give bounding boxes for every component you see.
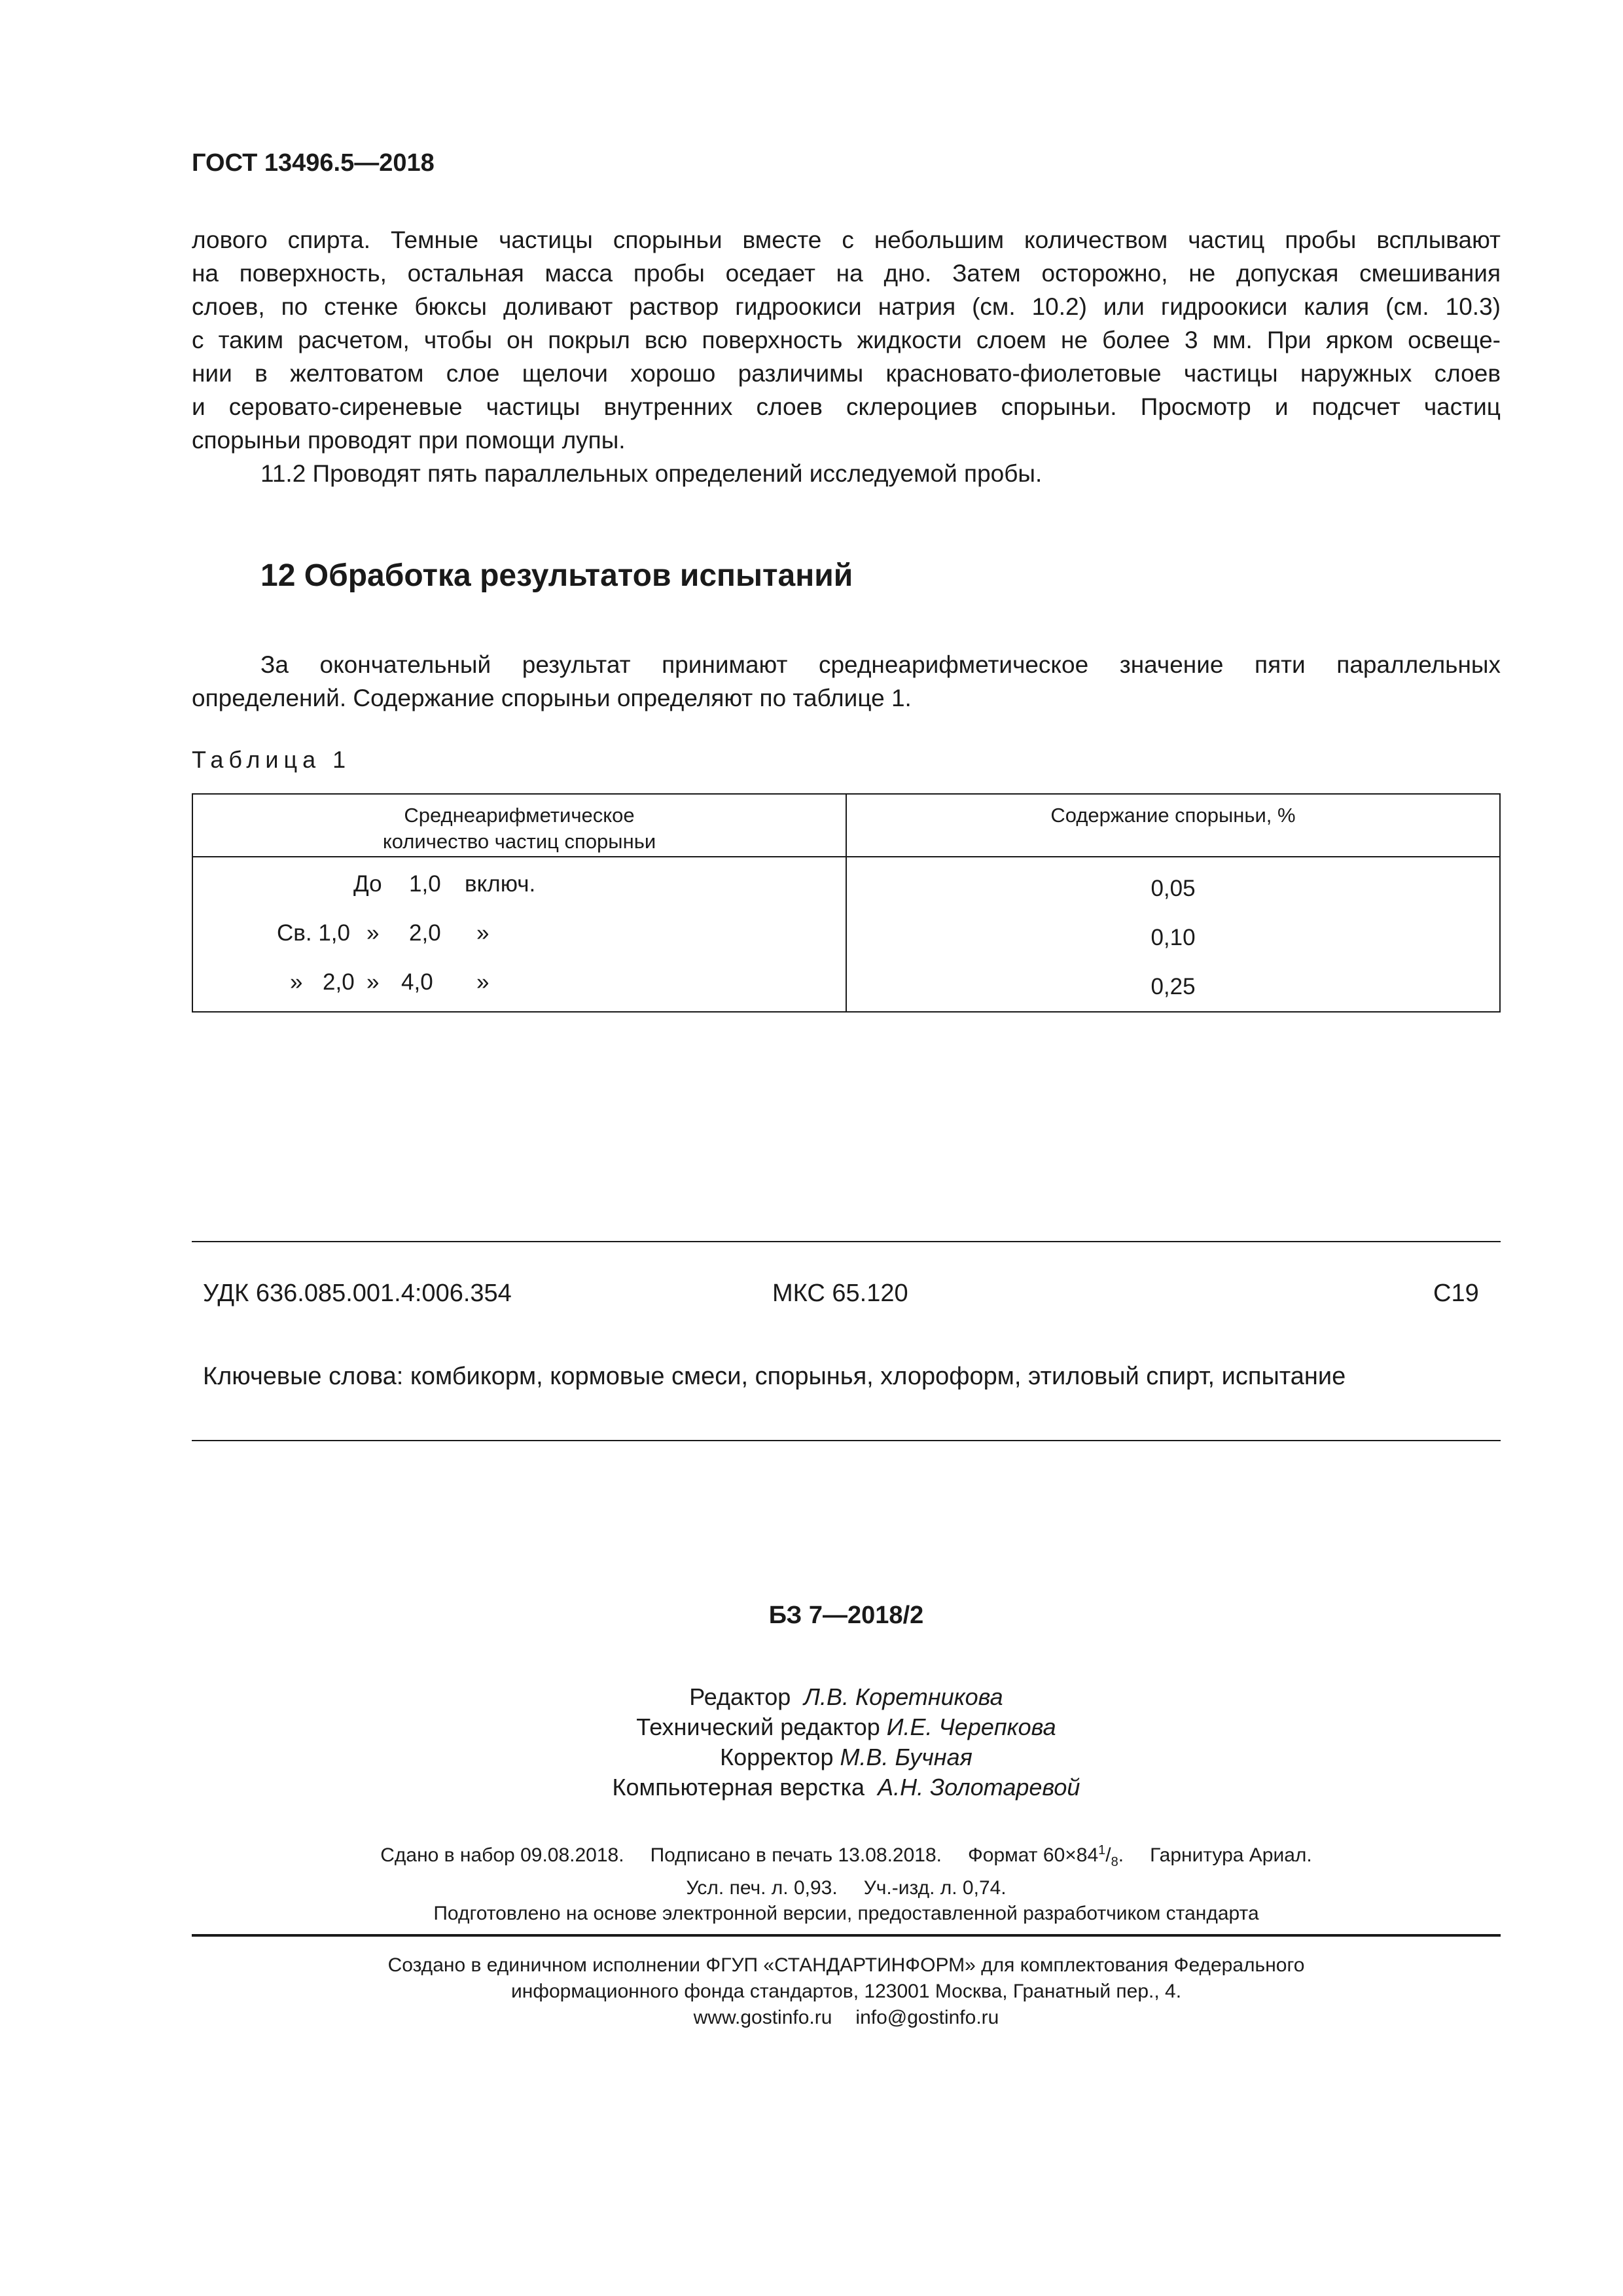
table-row [192,913,1500,962]
document-header: ГОСТ 13496.5—2018 [192,149,435,177]
paragraph-line: лового спирта. Темные частицы спорыньи вместе с небольшим количеством частиц пробы всплывают [192,226,1501,253]
range-cell [192,913,846,962]
range-suffix: » [476,969,490,995]
paragraph-line: нии в желтоватом слое щелочи хорошо различимы красновато-фиолетовые частицы наружных слоев [192,360,1501,387]
value-cell: 0,10 [846,913,1500,962]
email-link[interactable]: info@gostinfo.ru [855,2007,999,2028]
tech-editor-line [192,1712,1501,1742]
range-cell [192,962,846,1012]
font-info: Гарнитура Ариал. [1150,1844,1312,1866]
table-header-content: Содержание спорыньи, % [846,794,1500,857]
editor-name: Л.В. Коретникова [804,1683,1003,1710]
udk-code: УДК 636.085.001.4:006.354 [203,1280,512,1307]
format-info: Формат $60\times 84^1/_8$. [967,1843,1124,1869]
layout-label: Компьютерная верстка [612,1774,865,1801]
item-11-2: 11.2 Проводят пять параллельных определений исследуемой пробы. [260,460,1043,487]
range-prefix: » [290,969,303,995]
editor-line [192,1682,1501,1712]
signed-date: Подписано в печать 13.08.2018. [650,1844,942,1866]
range-mid: 2,0 [409,920,441,946]
divider [192,1440,1501,1441]
paragraph-line: и серовато-сиреневые частицы внутренних слоев склероциев спорыньи. Просмотр и подсчет частиц [192,393,1501,420]
paragraph-line: слоев, по стенке бюксы доливают раствор гидроокиси натрия (см. 10.2) или гидроокиси калия (см. 10.3) [192,293,1501,320]
keywords: Ключевые слова: комбикорм, кормовые смеси, спорынья, хлороформ, этиловый спирт, испытание [203,1363,1346,1390]
layout-name: А.Н. Золотаревой [878,1774,1080,1801]
paragraph-line: спорыньи проводят при помощи лупы. [192,427,626,454]
range-from: 2,0 [323,969,355,995]
classifier-code: С19 [1433,1280,1479,1307]
paragraph-line: определений. Содержание спорыньи определяют по таблице 1. [192,685,912,711]
contact-line [192,2005,1501,2031]
section-12-title: 12 Обработка результатов испытаний [260,558,853,593]
tech-editor-name: И.Е. Черепкова [886,1713,1056,1740]
mks-code: МКС 65.120 [772,1280,908,1307]
divider [192,1241,1501,1242]
publication-info [192,1838,1501,1926]
corrector-label: Корректор [720,1744,834,1770]
bz-number: БЗ 7—2018/2 [768,1602,924,1629]
prepared-note: Подготовлено на основе электронной версии, предоставленной разработчиком стандарта [433,1903,1259,1924]
divider-thick [192,1934,1501,1937]
created-line: информационного фонда стандартов, 123001 Москва, Гранатный пер., 4. [510,1981,1182,2002]
tech-editor-label: Технический редактор [636,1713,880,1740]
corrector-line [192,1742,1501,1772]
layout-line [192,1772,1501,1803]
range-from: 1,0 [409,871,441,897]
section-12-text [192,648,1501,715]
table-header-count [192,794,846,857]
credits-block [192,1682,1501,1803]
editor-label: Редактор [689,1683,791,1710]
paragraph-line: За окончательный результат принимают среднеарифметическое значение пяти параллельных [260,651,1501,678]
print-sheets: Усл. печ. л. 0,93. [686,1877,838,1899]
range-from: » [366,920,380,946]
pub-line-2 [192,1875,1501,1901]
created-block [192,1952,1501,2031]
pub-line-1 [192,1838,1501,1875]
value-cell: 0,05 [846,857,1500,913]
created-line: Создано в единичном исполнении ФГУП «СТАНДАРТИНФОРМ» для комплектования Федерального [387,1954,1305,1976]
range-prefix: Св. 1,0 [277,920,350,946]
value-cell: 0,25 [846,962,1500,1012]
section-11-text [192,223,1501,490]
table-row [192,857,1500,913]
header-line: Среднеарифметическое [404,804,635,827]
range-mid: » [366,969,380,995]
corrector-name: М.В. Бучная [840,1744,972,1770]
range-to: 4,0 [401,969,433,995]
submitted-date: Сдано в набор 09.08.2018. [380,1844,624,1866]
header-line: количество частиц спорыньи [382,830,656,853]
range-suffix: » [476,920,490,946]
range-cell [192,857,846,913]
range-suffix: включ. [465,871,536,897]
website-link[interactable]: www.gostinfo.ru [693,2007,832,2028]
table-caption: Таблица 1 [192,746,351,773]
ergot-content-table [192,793,1501,1013]
range-prefix: До [353,871,382,897]
table-row [192,962,1500,1012]
paragraph-line: с таким расчетом, чтобы он покрыл всю поверхность жидкости слоем не более 3 мм. При ярком освеще- [192,327,1501,353]
pub-sheets: Уч.-изд. л. 0,74. [863,1877,1007,1899]
paragraph-line: на поверхность, остальная масса пробы оседает на дно. Затем осторожно, не допуская смешивания [192,260,1501,287]
